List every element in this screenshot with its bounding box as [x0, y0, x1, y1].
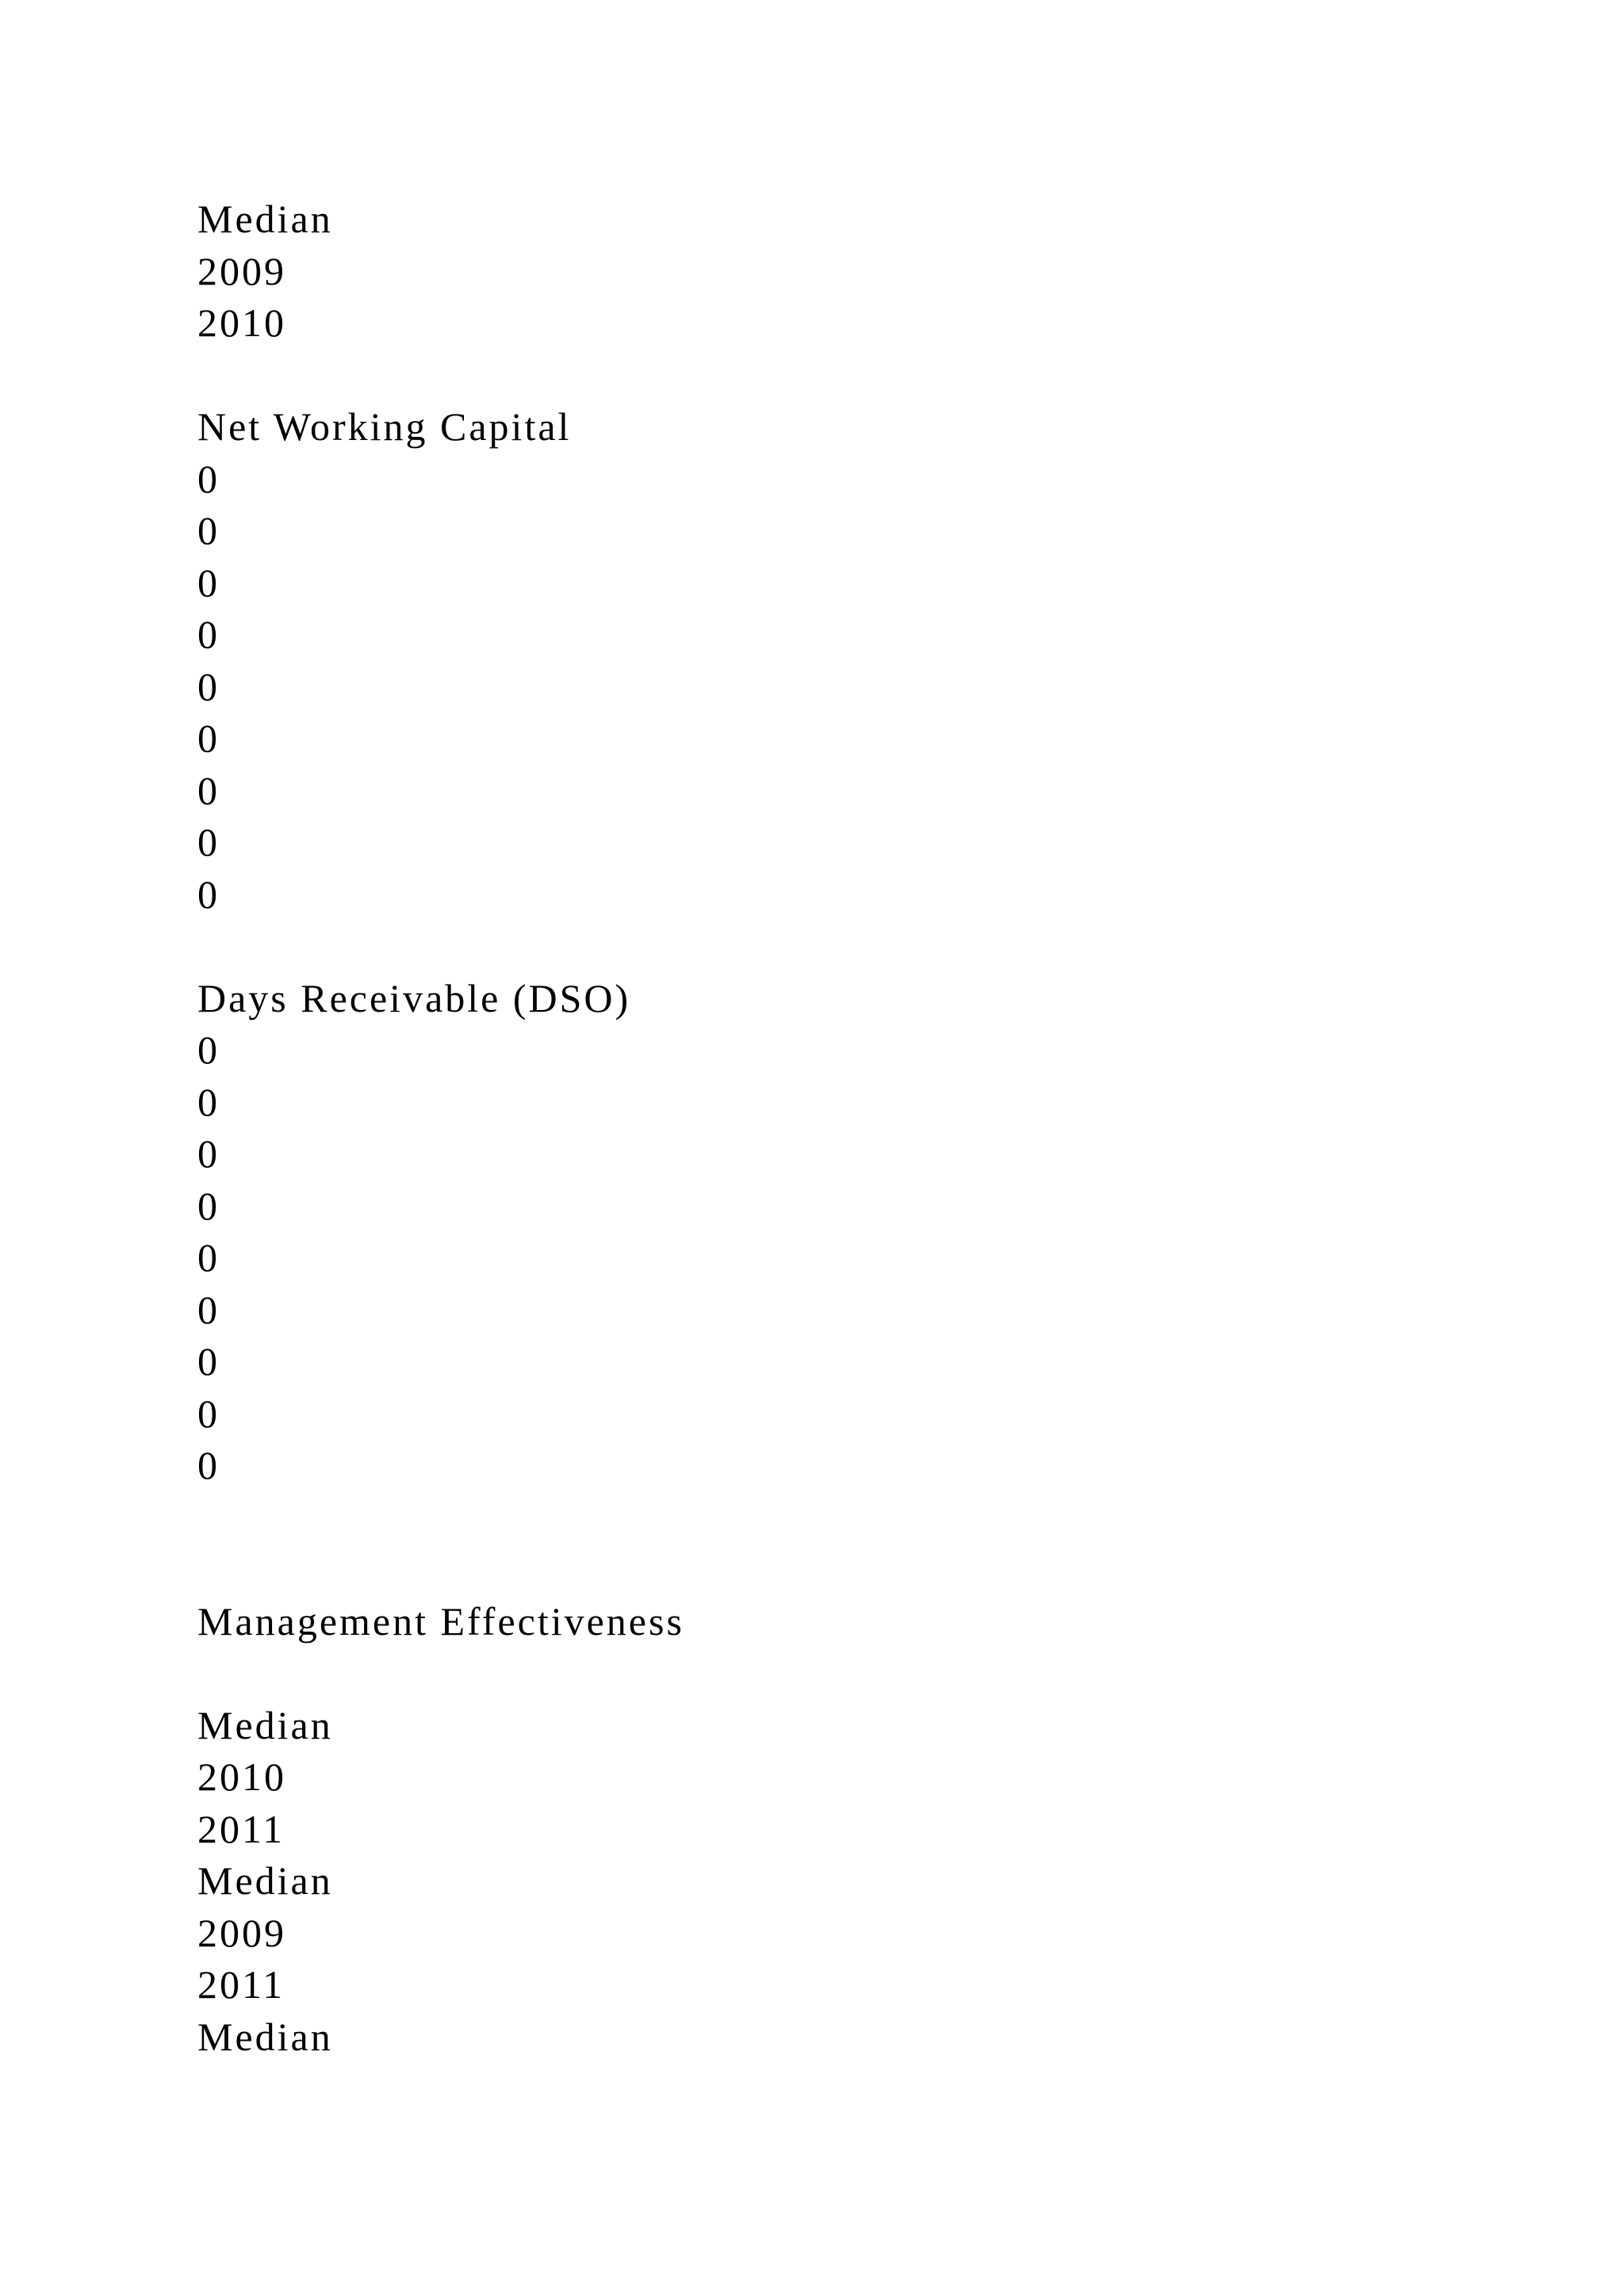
spacer	[197, 1647, 1387, 1700]
nwc-value: 0	[197, 664, 220, 709]
dso-value: 0	[197, 1235, 220, 1280]
dso-value: 0	[197, 1339, 220, 1383]
nwc-value: 0	[197, 871, 220, 916]
dso-value: 0	[197, 1027, 220, 1072]
spacer	[197, 350, 1387, 402]
spacer	[197, 1492, 1387, 1544]
me-line: Median	[197, 2014, 333, 2059]
me-line: 2011	[197, 1962, 285, 2007]
me-line: 2010	[197, 1755, 286, 1799]
year-label: 2010	[197, 300, 286, 345]
dso-value: 0	[197, 1131, 220, 1176]
nwc-value: 0	[197, 560, 220, 605]
nwc-value: 0	[197, 456, 220, 501]
nwc-value: 0	[197, 508, 220, 553]
nwc-value: 0	[197, 767, 220, 813]
days-receivable-label: Days Receivable (DSO)	[197, 975, 631, 1020]
dso-value: 0	[197, 1079, 220, 1124]
dso-value: 0	[197, 1287, 220, 1332]
me-line: Median	[197, 1702, 333, 1747]
median-header: Median	[197, 197, 333, 241]
management-effectiveness-title: Management Effectiveness	[197, 1598, 684, 1644]
me-line: Median	[197, 1858, 333, 1903]
nwc-value: 0	[197, 820, 220, 864]
dso-value: 0	[197, 1443, 220, 1487]
nwc-value: 0	[197, 612, 220, 656]
me-line: 2009	[197, 1910, 286, 1955]
dso-value: 0	[197, 1391, 220, 1436]
document-text	[197, 193, 1387, 2063]
dso-value: 0	[197, 1183, 220, 1228]
spacer	[197, 1544, 1387, 1596]
net-working-capital-label: Net Working Capital	[197, 404, 572, 449]
nwc-value: 0	[197, 716, 220, 760]
year-label: 2009	[197, 248, 286, 293]
spacer	[197, 920, 1387, 973]
me-line: 2011	[197, 1806, 285, 1851]
